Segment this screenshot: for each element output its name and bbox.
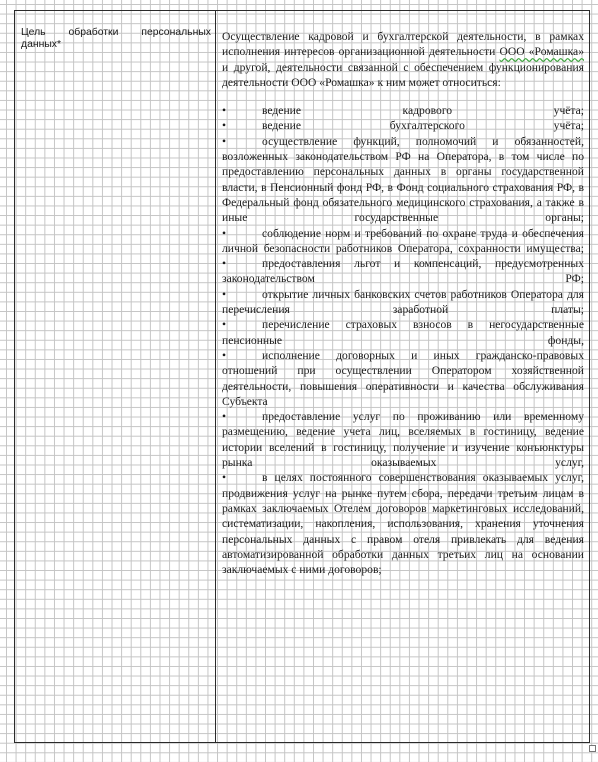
table-resize-handle[interactable]: [589, 745, 596, 752]
bullet: •: [222, 410, 227, 424]
purpose-label: Цель обработки персональных данных*: [21, 27, 211, 50]
list-item-text: исполнение договорных и иных гражданско-правовых отношений при осуществлении Оператором хозяйственной деятельности, повышения оперативности и качества обслуживания Субъекта: [222, 348, 584, 408]
bullet: •: [222, 226, 227, 240]
list-item-text: соблюдение норм и требований по охране труда и обеспечения личной безопасности работников Оператора, сохранности имущества;: [222, 226, 584, 255]
intro-text-start: Осуществление кадровой и бухгалтерской деятельности, в рамках исполнения интересов организационной деятельности: [222, 30, 584, 59]
list-item-text: предоставление услуг по проживанию или временному размещению, ведение учета лиц, вселяемых в гостиницу, ведение истории вселений в гостиницу, получение и изучение конъюнктуры рынка оказываемых услуг,: [222, 410, 584, 470]
bullet: •: [222, 348, 227, 362]
list-item-text: предоставления льгот и компенсаций, предусмотренных законодательством РФ;: [222, 257, 584, 286]
bullet: •: [222, 104, 227, 118]
document-table: [14, 10, 590, 743]
list-item: [222, 348, 584, 409]
bullet: •: [222, 119, 227, 133]
bullet: •: [222, 257, 227, 271]
intro-text-end: и другой, деятельности связанной с обеспечением функционирования деятельности ООО «Ромашка» к ним может относиться:: [222, 60, 584, 89]
bullet: •: [222, 318, 227, 332]
column-divider: [215, 11, 216, 742]
purpose-description-cell: [222, 29, 584, 577]
purpose-label-cell: [21, 27, 211, 51]
bullet: •: [222, 287, 227, 301]
bullet: •: [222, 471, 227, 485]
intro-paragraph: [222, 29, 584, 90]
list-item: [222, 226, 584, 257]
bullet: •: [222, 134, 227, 148]
list-item: [222, 409, 584, 470]
list-item: [222, 287, 584, 318]
company-name-spellcheck: ООО «Ромашка»: [499, 45, 584, 59]
list-item: [222, 317, 584, 348]
list-item-text: ведение кадрового учёта;: [262, 104, 584, 118]
list-item: [222, 118, 584, 133]
list-item-text: открытие личных банковских счетов работников Оператора для перечисления заработной платы;: [222, 287, 584, 317]
list-item: [222, 470, 584, 577]
list-item-text: перечисление страховых взносов в негосударственные пенсионные фонды,: [222, 318, 584, 347]
list-item: [222, 134, 584, 226]
list-item-text: в целях постоянного совершенствования оказываемых услуг, продвижения услуг на рынке путем сбора, передачи третьим лицам в рамках заключаемых Отелем договоров маркетинговых исследований, систематизации, накопления, использования, хранения уточнения персональных данных с правом отеля привлекать для ведения автоматизированной обработки данных третьих лиц на основании заключаемых с ними договоров;: [222, 471, 584, 577]
list-item-text: осуществление функций, полномочий и обязанностей, возложенных законодательством РФ на Оператора, в том числе по предоставлению персональных данных в органы государственной власти, в Пенсионный фонд РФ, в Фонд социального страхования РФ, в Федеральный фонд обязательного медицинского страхования, а также в иные государственные органы;: [222, 134, 584, 225]
list-item-text: ведение бухгалтерского учёта;: [262, 119, 584, 133]
purpose-list: [222, 103, 584, 577]
list-item: [222, 103, 584, 118]
list-item: [222, 256, 584, 287]
